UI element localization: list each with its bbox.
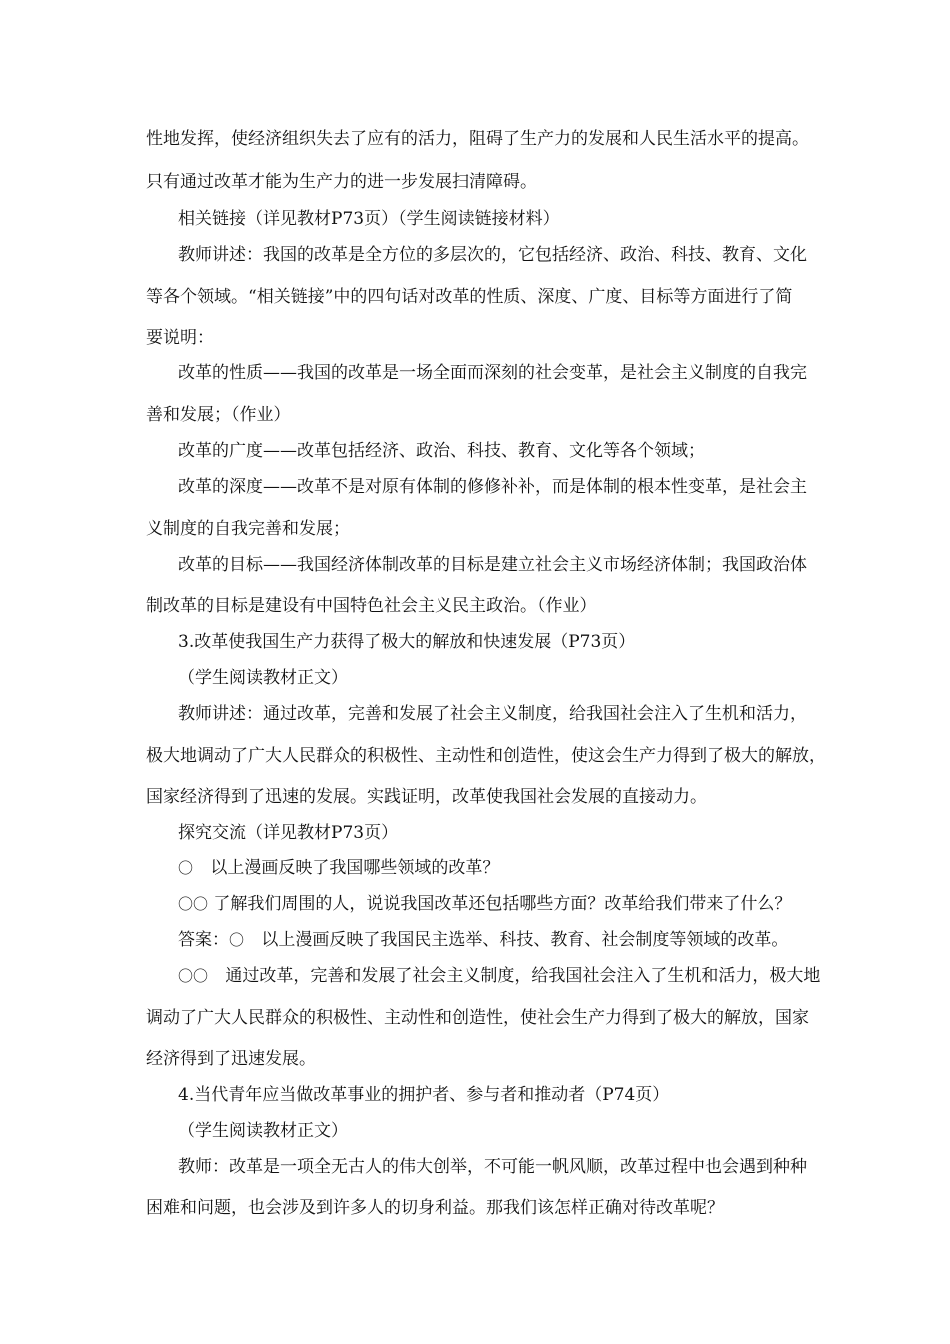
explore-heading: 探究交流（详见教材P73页）	[178, 823, 399, 843]
answer-2	[178, 961, 820, 986]
paragraph-line: 教师：改革是一项全无古人的伟大创举，不可能一帆风顺，改革过程中也会遇到种种	[178, 1157, 807, 1177]
paragraph-line: 极大地调动了广大人民群众的积极性、主动性和创造性，使这会生产力得到了极大的解放，	[146, 746, 826, 766]
related-link-heading: 相关链接（详见教材P73页）（学生阅读链接材料）	[178, 209, 560, 229]
paragraph-line: 善和发展；（作业）	[146, 405, 291, 425]
paragraph-line: 国家经济得到了迅速的发展。实践证明，改革使我国社会发展的直接动力。	[146, 787, 707, 807]
list-marker-icon: 〇	[178, 859, 194, 877]
question-text: 以上漫画反映了我国哪些领域的改革？	[210, 858, 500, 878]
paragraph-line: （学生阅读教材正文）	[178, 668, 348, 688]
answer-text: 以上漫画反映了我国民主选举、科技、教育、社会制度等领域的改革。	[261, 930, 789, 950]
paragraph-line: 性地发挥，使经济组织失去了应有的活力，阻碍了生产力的发展和人民生活水平的提高。	[146, 129, 809, 149]
paragraph-line: 改革的目标——我国经济体制改革的目标是建立社会主义市场经济体制；我国政治体	[178, 555, 807, 575]
paragraph-line: 要说明：	[146, 328, 214, 348]
list-marker-icon: 〇	[229, 931, 245, 949]
list-marker-icon: 〇〇	[178, 967, 209, 985]
list-marker-icon: 〇〇	[178, 895, 209, 913]
section-heading: 3.改革使我国生产力获得了极大的解放和快速发展（P73页）	[178, 632, 636, 652]
paragraph-line: 改革的深度——改革不是对原有体制的修修补补，而是体制的根本性变革，是社会主	[178, 477, 807, 497]
answer-1	[178, 925, 788, 950]
paragraph-line: 改革的性质——我国的改革是一场全面而深刻的社会变革，是社会主义制度的自我完	[178, 363, 807, 383]
paragraph-line: 经济得到了迅速发展。	[146, 1049, 316, 1069]
paragraph-line: 教师讲述：通过改革，完善和发展了社会主义制度，给我国社会注入了生机和活力，	[178, 704, 807, 724]
paragraph-line: 制改革的目标是建设有中国特色社会主义民主政治。（作业）	[146, 596, 597, 616]
paragraph-line: 义制度的自我完善和发展；	[146, 519, 350, 539]
paragraph-line: 调动了广大人民群众的积极性、主动性和创造性，使社会生产力得到了极大的解放，国家	[146, 1008, 809, 1028]
question-text: 了解我们周围的人，说说我国改革还包括哪些方面？改革给我们带来了什么？	[213, 894, 792, 914]
paragraph-line: 只有通过改革才能为生产力的进一步发展扫清障碍。	[146, 172, 537, 192]
question-2	[178, 889, 791, 914]
answer-text: 通过改革，完善和发展了社会主义制度，给我国社会注入了生机和活力，极大地	[225, 966, 821, 986]
answer-label: 答案：	[178, 930, 229, 950]
paragraph-line: 困难和问题，也会涉及到许多人的切身利益。那我们该怎样正确对待改革呢？	[146, 1198, 724, 1218]
paragraph-line: 等各个领域。“相关链接”中的四句话对改革的性质、深度、广度、目标等方面进行了简	[146, 287, 793, 307]
paragraph-line: 教师讲述：我国的改革是全方位的多层次的，它包括经济、政治、科技、教育、文化	[178, 245, 807, 265]
paragraph-line: （学生阅读教材正文）	[178, 1121, 348, 1141]
question-1	[178, 853, 499, 878]
paragraph-line: 改革的广度——改革包括经济、政治、科技、教育、文化等各个领域；	[178, 441, 705, 461]
section-heading: 4.当代青年应当做改革事业的拥护者、参与者和推动者（P74页）	[178, 1085, 670, 1105]
